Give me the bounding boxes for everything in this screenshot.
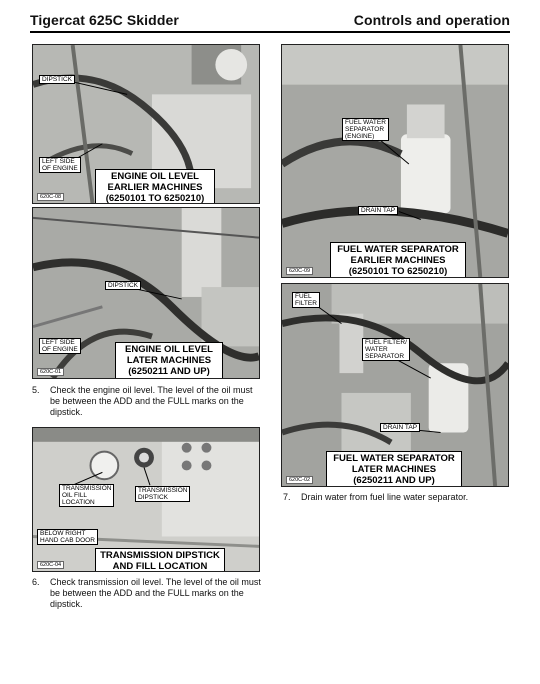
figure-id: 620C-04	[37, 561, 64, 569]
label-dipstick: DIPSTICK	[39, 75, 75, 84]
figure-id: 620C-09	[286, 267, 313, 275]
step-text: Drain water from fuel line water separator.	[301, 492, 469, 502]
label-fuel-water-separator: FUEL WATER SEPARATOR (ENGINE)	[342, 118, 389, 141]
step-number: 6.	[32, 577, 40, 587]
label-transmission-dipstick: TRANSMISSION DIPSTICK	[135, 486, 190, 502]
header-rule	[30, 31, 510, 33]
caption-fuel-separator-later: FUEL WATER SEPARATOR LATER MACHINES (6250211 AND UP)	[326, 451, 462, 487]
label-transmission-oil-fill: TRANSMISSION OIL FILL LOCATION	[59, 484, 114, 507]
step-7	[283, 492, 515, 506]
document-title: Tigercat 625C Skidder	[30, 12, 179, 28]
step-text: Check transmission oil level. The level of the oil must be between the ADD and the FULL marks on the dipstick.	[50, 577, 261, 609]
step-5	[32, 385, 264, 421]
photo-engine-oil-earlier	[32, 44, 260, 204]
label-dipstick: DIPSTICK	[105, 281, 141, 290]
step-text: Check the engine oil level. The level of the oil must be between the ADD and the FULL marks on the dipstick.	[50, 385, 253, 417]
photo-fuel-separator-earlier	[281, 44, 509, 278]
photo-engine-oil-later	[32, 207, 260, 379]
photo-transmission-dipstick	[32, 427, 260, 572]
label-drain-tap: DRAIN TAP	[380, 423, 420, 432]
label-left-side-engine: LEFT SIDE OF ENGINE	[39, 157, 81, 173]
step-number: 7.	[283, 492, 291, 502]
figure-id: 620C-01	[37, 368, 64, 376]
label-left-side-engine: LEFT SIDE OF ENGINE	[39, 338, 81, 354]
step-6	[32, 577, 264, 613]
section-title: Controls and operation	[353, 12, 510, 28]
figure-id: 620C-02	[286, 476, 313, 484]
photo-fuel-separator-later	[281, 283, 509, 487]
caption-engine-oil-earlier: ENGINE OIL LEVEL EARLIER MACHINES (6250101 TO 6250210)	[95, 169, 215, 204]
label-drain-tap: DRAIN TAP	[358, 206, 398, 215]
label-fuel-filter-water-separator: FUEL FILTER/ WATER SEPARATOR	[362, 338, 410, 361]
label-fuel-filter: FUEL FILTER	[292, 292, 320, 308]
label-below-cab-door: BELOW RIGHT HAND CAB DOOR	[37, 529, 98, 545]
figure-id: 620C-08	[37, 193, 64, 201]
caption-transmission-dipstick: TRANSMISSION DIPSTICK AND FILL LOCATION	[95, 548, 225, 572]
caption-fuel-separator-earlier: FUEL WATER SEPARATOR EARLIER MACHINES (6250101 TO 6250210)	[330, 242, 466, 278]
step-number: 5.	[32, 385, 40, 395]
caption-engine-oil-later: ENGINE OIL LEVEL LATER MACHINES (6250211 AND UP)	[115, 342, 223, 379]
